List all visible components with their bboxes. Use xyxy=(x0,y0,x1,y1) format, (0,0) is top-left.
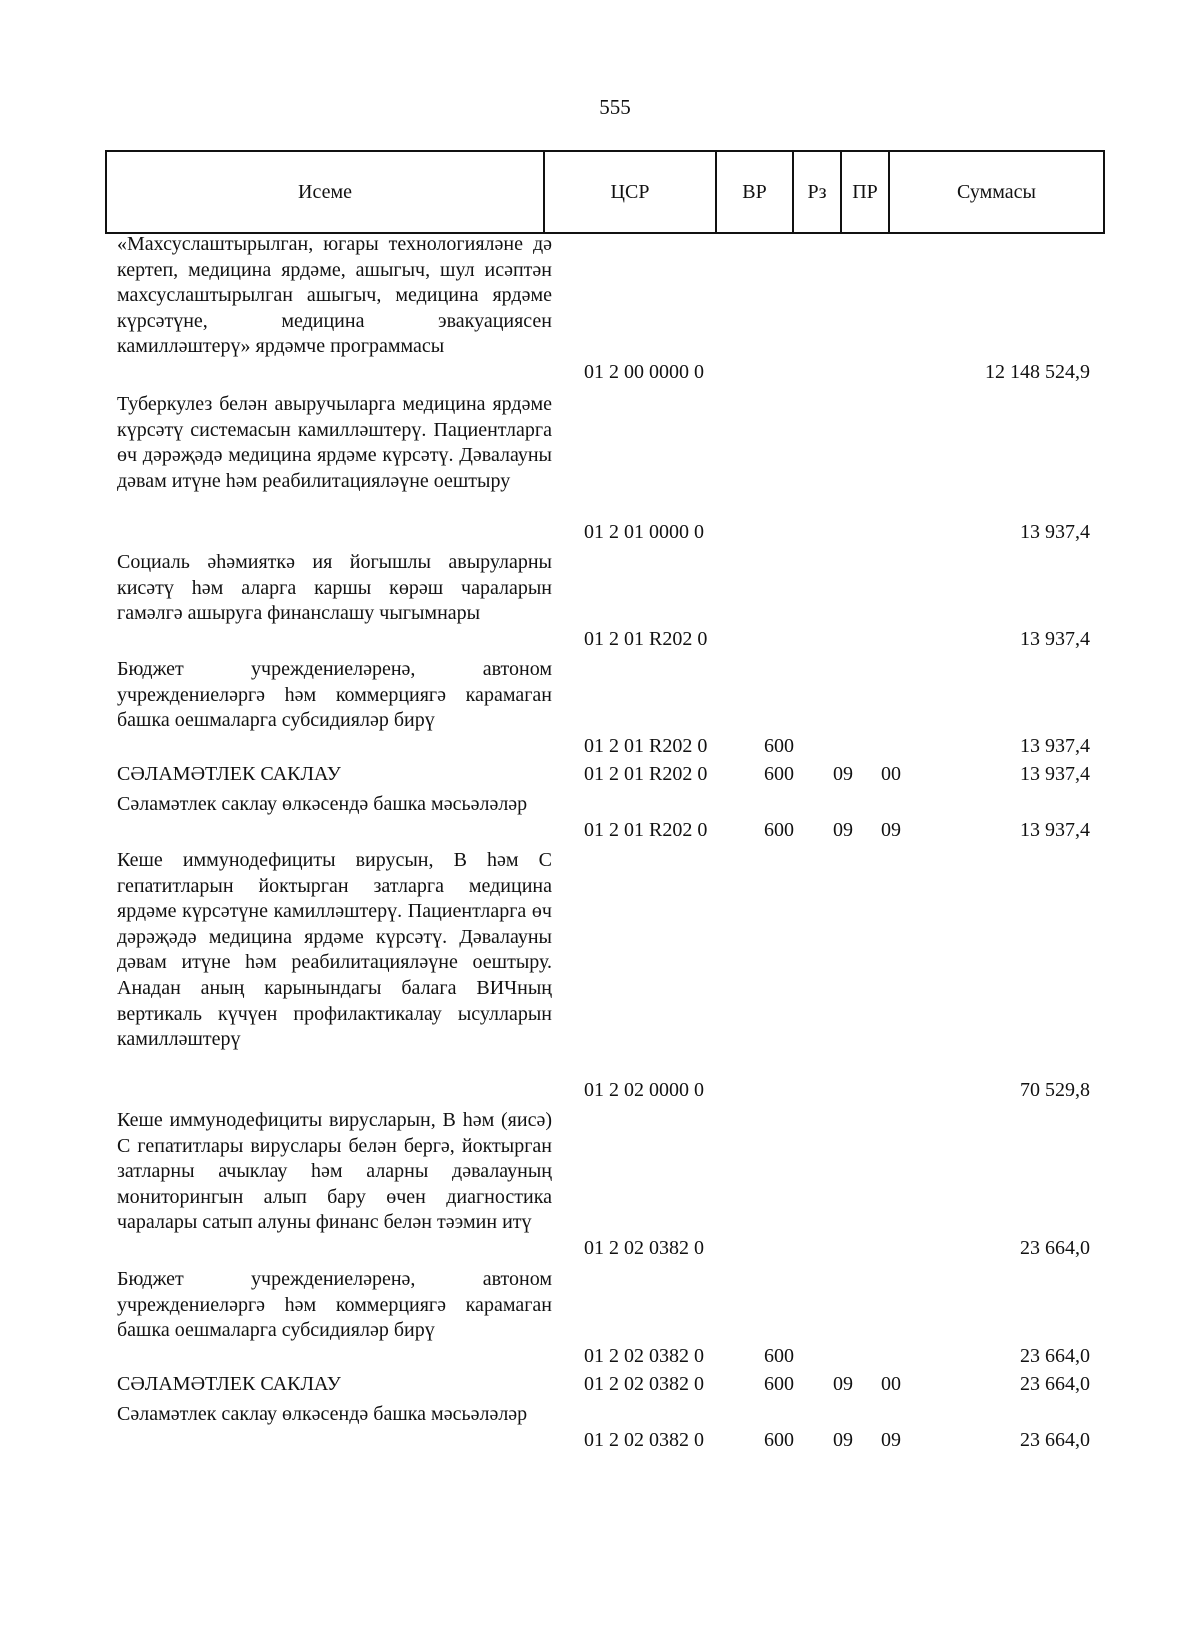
row-name: Социаль әһәмияткә ия йогышлы авыруларны кисәтү һәм аларга каршы көрәш чараларын гамәлгә ашыруга финанслашу чыгымнары xyxy=(117,551,552,625)
row-sum: 13 937,4 xyxy=(1020,763,1090,786)
row-rz: 09 xyxy=(833,819,853,842)
table-row xyxy=(0,848,1200,1104)
table-row xyxy=(0,1267,1200,1370)
row-name: Туберкулез белән авыручыларга медицина ярдәме күрсәтү системасын камилләштерү. Пациентларга өч дәрәҗәдә медицина ярдәме күрсәтү. Дәвалауны дәвам итүне һәм реабилитацияләүне оештыру xyxy=(117,393,552,492)
row-vr: 600 xyxy=(764,1429,794,1452)
table-row xyxy=(0,1402,1200,1454)
row-vr: 600 xyxy=(764,763,794,786)
row-name: СӘЛАМӘТЛЕК САКЛАУ xyxy=(117,763,341,785)
row-rz: 09 xyxy=(833,1373,853,1396)
row-csr: 01 2 02 0382 0 xyxy=(584,1429,704,1452)
row-sum: 13 937,4 xyxy=(1020,521,1090,544)
header-sum: Суммасы xyxy=(888,152,1103,232)
row-sum: 23 664,0 xyxy=(1020,1429,1090,1452)
table-row xyxy=(0,792,1200,844)
row-vr: 600 xyxy=(764,819,794,842)
row-name: СӘЛАМӘТЛЕК САКЛАУ xyxy=(117,1373,341,1395)
row-sum: 23 664,0 xyxy=(1020,1345,1090,1368)
header-vr: ВР xyxy=(715,152,792,232)
header-rz: Рз xyxy=(792,152,840,232)
row-name: Сәламәтлек саклау өлкәсендә башка мәсьәләләр xyxy=(117,793,528,815)
row-sum: 23 664,0 xyxy=(1020,1373,1090,1396)
row-name: Сәламәтлек саклау өлкәсендә башка мәсьәләләр xyxy=(117,1403,528,1425)
row-sum: 23 664,0 xyxy=(1020,1237,1090,1260)
header-csr: ЦСР xyxy=(543,152,715,232)
row-pr: 00 xyxy=(881,763,901,786)
row-csr: 01 2 02 0382 0 xyxy=(584,1237,704,1260)
table-header xyxy=(105,150,1105,234)
row-csr: 01 2 01 R202 0 xyxy=(584,819,708,842)
row-csr: 01 2 02 0382 0 xyxy=(584,1373,704,1396)
row-csr: 01 2 01 R202 0 xyxy=(584,763,708,786)
row-csr: 01 2 01 R202 0 xyxy=(584,628,708,651)
header-pr: ПР xyxy=(840,152,888,232)
row-rz: 09 xyxy=(833,1429,853,1452)
row-csr: 01 2 02 0000 0 xyxy=(584,1079,704,1102)
table-row xyxy=(0,1372,1200,1398)
row-csr: 01 2 01 0000 0 xyxy=(584,521,704,544)
row-pr: 00 xyxy=(881,1373,901,1396)
row-vr: 600 xyxy=(764,1373,794,1396)
row-csr: 01 2 02 0382 0 xyxy=(584,1345,704,1368)
table-row xyxy=(0,550,1200,653)
row-vr: 600 xyxy=(764,735,794,758)
row-sum: 70 529,8 xyxy=(1020,1079,1090,1102)
row-sum: 13 937,4 xyxy=(1020,735,1090,758)
table-row xyxy=(0,1108,1200,1262)
row-sum: 12 148 524,9 xyxy=(985,361,1090,384)
table-row xyxy=(0,392,1200,546)
row-pr: 09 xyxy=(881,1429,901,1452)
row-sum: 13 937,4 xyxy=(1020,819,1090,842)
header-name: Исеме xyxy=(298,180,352,203)
page-number: 555 xyxy=(599,95,631,119)
row-name: «Махсуслаштырылган, югары технологияләне дә кертеп, медицина ярдәме, ашыгыч, шул исәптән махсуслаштырылган ашыгыч, медицина ярдәме күрсәтүне, медицина эвакуациясен камилләштерү» ярдәмче программасы xyxy=(117,233,552,358)
row-name: Кеше иммунодефициты вирусын, В һәм С гепатитларын йоктырган затларга медицина ярдәме күрсәтүне камилләштерү. Пациентларга өч дәрәҗәдә медицина ярдәме күрсәтү. Дәвалауны дәвам итүне һәм реабилитацияләүне оештыру. Анадан аның карынындагы балага ВИЧның вертикаль күчүен профилактикалау ысулларын камилләштерү xyxy=(117,849,552,1051)
row-sum: 13 937,4 xyxy=(1020,628,1090,651)
table-row xyxy=(0,657,1200,760)
row-csr: 01 2 01 R202 0 xyxy=(584,735,708,758)
table-row xyxy=(0,762,1200,788)
row-name: Бюджет учреждениеләренә, автоном учреждениеләргә һәм коммерциягә карамаган башка оешмаларга субсидияләр бирү xyxy=(117,658,552,732)
row-vr: 600 xyxy=(764,1345,794,1368)
row-rz: 09 xyxy=(833,763,853,786)
table-row xyxy=(0,232,1200,386)
row-name: Бюджет учреждениеләренә, автоном учреждениеләргә һәм коммерциягә карамаган башка оешмаларга субсидияләр бирү xyxy=(117,1268,552,1342)
row-pr: 09 xyxy=(881,819,901,842)
row-name: Кеше иммунодефициты вирусларын, В һәм (яисә) С гепатитлары вируслары белән бергә, йоктырган затларны ачыклау һәм аларны дәвалауның мониторингын алып бару өчен диагностика чаралары сатып алуны финанс белән тәэмин итү xyxy=(117,1109,552,1234)
row-csr: 01 2 00 0000 0 xyxy=(584,361,704,384)
